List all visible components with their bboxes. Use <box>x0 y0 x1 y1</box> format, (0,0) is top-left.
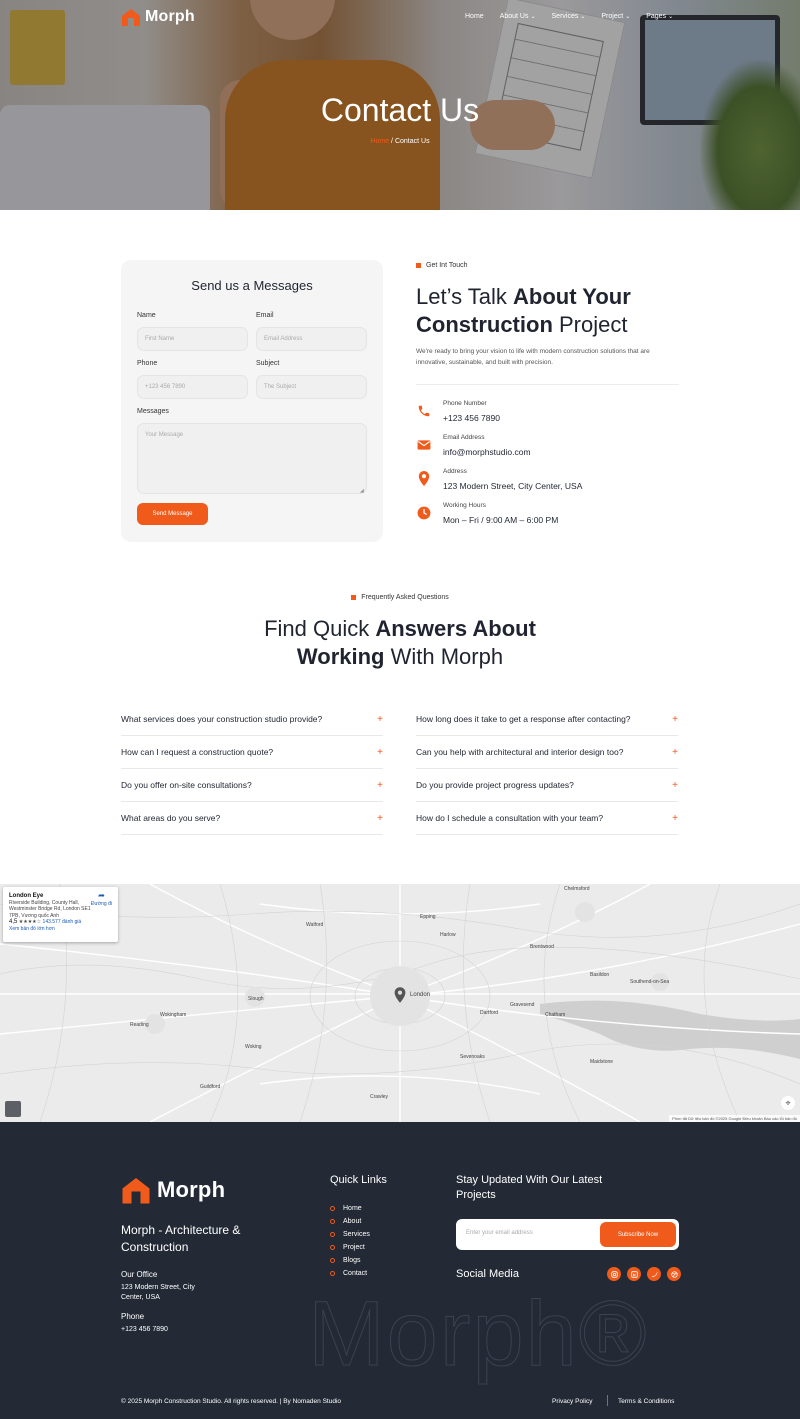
map-label: Wokingham <box>160 1012 187 1018</box>
chevron-down-icon: ⌄ <box>668 14 674 20</box>
faq-item[interactable]: Do you offer on-site consultations? + <box>121 769 383 802</box>
plus-icon: + <box>672 713 678 725</box>
email-icon <box>416 437 431 452</box>
star-icon: ★★★★☆ <box>18 919 42 925</box>
breadcrumb-current: / Contact Us <box>389 138 430 145</box>
subscribe-button[interactable]: Subscribe Now <box>600 1222 676 1247</box>
map-label: Gravesend <box>510 1002 535 1008</box>
bullet-icon <box>330 1232 335 1237</box>
email-info <box>416 434 531 457</box>
nav-item-home[interactable]: Home <box>465 13 484 20</box>
map-label: Harlow <box>440 932 456 938</box>
phone-info-label: Phone Number <box>443 400 487 407</box>
phone-icon <box>416 403 431 418</box>
message-textarea[interactable]: Your Message <box>137 423 367 494</box>
quick-link-contact[interactable]: Contact <box>330 1267 370 1280</box>
map-label: Reading <box>130 1022 149 1028</box>
instagram-icon[interactable] <box>607 1267 621 1281</box>
terms-link[interactable]: Terms & Conditions <box>618 1398 675 1405</box>
location-icon <box>416 471 431 486</box>
plus-icon: + <box>672 779 678 791</box>
name-label: Name <box>137 312 156 319</box>
quick-links-list <box>330 1202 370 1280</box>
map-label: Southend-on-Sea <box>630 979 670 985</box>
footer-watermark: Morph® <box>308 1283 649 1385</box>
plus-icon: + <box>672 746 678 758</box>
map-rating: 4,5 <box>9 919 18 925</box>
message-label: Messages <box>137 408 169 415</box>
map-label: Chatham <box>545 1012 566 1018</box>
nav-item-project[interactable]: Project ⌄ <box>601 13 631 20</box>
map-roads <box>0 884 800 1122</box>
map-label: Dartford <box>480 1010 499 1016</box>
chevron-down-icon: ⌄ <box>625 14 631 20</box>
subject-label: Subject <box>256 360 280 367</box>
map-label: Basildon <box>590 972 610 978</box>
phone-info <box>416 400 500 423</box>
chevron-down-icon: ⌄ <box>580 14 586 20</box>
contact-description: We're ready to bring your vision to life with modern construction solutions that are innovative, sustainable, and built with precision. <box>416 348 650 366</box>
faq-item[interactable]: How can I request a construction quote? + <box>121 736 383 769</box>
faq-heading: Find Quick Answers About Working With Morph <box>264 616 536 669</box>
faq-item[interactable]: What areas do you serve? + <box>121 802 383 835</box>
map-place-address: Riverside Building, County Hall, Westminster Bridge Rd, London SE1 7PB, Vương quốc Anh <box>9 899 91 919</box>
contact-heading: Let’s Talk About Your Construction Project <box>416 284 631 337</box>
footer-title: Morph - Architecture & Construction <box>121 1223 241 1254</box>
address-info-value: 123 Modern Street, City Center, USA <box>443 481 583 491</box>
section-tag: Get Int Touch <box>416 262 468 269</box>
plus-icon: + <box>377 713 383 725</box>
email-field[interactable]: Email Address <box>256 327 367 351</box>
map-recenter-icon[interactable]: ⌖ <box>781 1096 795 1110</box>
faq-item[interactable]: How do I schedule a consultation with your team? + <box>416 802 678 835</box>
nav-item-services[interactable]: Services ⌄ <box>551 13 586 20</box>
faq-item[interactable]: How long does it take to get a response after contacting? + <box>416 703 678 736</box>
map-label: London <box>410 992 431 998</box>
phone-field[interactable]: +123 456 7890 <box>137 375 248 399</box>
directions-button[interactable]: ➦ Đường đi <box>90 891 112 907</box>
page-title: Contact Us <box>320 92 480 128</box>
phone-label: Phone <box>137 360 158 367</box>
bullet-icon <box>330 1271 335 1276</box>
phone-value[interactable]: +123 456 7890 <box>121 1326 168 1333</box>
social-icons <box>607 1267 681 1281</box>
bullet-icon <box>330 1258 335 1263</box>
breadcrumb-home-link[interactable]: Home <box>370 138 390 145</box>
privacy-policy-link[interactable]: Privacy Policy <box>552 1398 593 1405</box>
address-info <box>416 468 582 491</box>
directions-icon: ➦ <box>98 891 105 900</box>
bullet-icon <box>330 1206 335 1211</box>
hours-info-value: Mon – Fri / 9:00 AM – 6:00 PM <box>443 515 559 525</box>
map-label: Sevenoaks <box>460 1054 485 1060</box>
bullet-icon <box>330 1219 335 1224</box>
clock-icon <box>416 505 431 520</box>
divider <box>416 384 679 385</box>
faq-item[interactable]: What services does your construction studio provide? + <box>121 703 383 736</box>
bullet-icon <box>330 1245 335 1250</box>
logo-text: Morph <box>145 8 195 25</box>
quick-link-project[interactable]: Project <box>330 1241 370 1254</box>
map-label: Brentwood <box>530 944 554 950</box>
nav-item-about[interactable]: About Us ⌄ <box>499 13 536 20</box>
quick-link-services[interactable]: Services <box>330 1228 370 1241</box>
form-title: Send us a Messages <box>191 278 313 293</box>
plus-icon: + <box>672 812 678 824</box>
map-layers-button[interactable] <box>5 1101 21 1117</box>
tag-square-icon <box>351 595 356 600</box>
address-info-label: Address <box>443 468 467 475</box>
newsletter-title: Stay Updated With Our Latest Projects <box>456 1174 603 1201</box>
linkedin-icon[interactable] <box>627 1267 641 1281</box>
quick-link-about[interactable]: About <box>330 1215 370 1228</box>
map-label: Woking <box>245 1044 262 1050</box>
map-attribution[interactable]: Phím tắt Dữ liệu bản đồ ©2025 Google Điều khoản Báo cáo lỗi bản đồ <box>669 1115 800 1122</box>
house-logo-icon <box>121 7 141 27</box>
newsletter-form <box>456 1219 679 1250</box>
plus-icon: + <box>377 779 383 791</box>
hours-info <box>416 502 558 525</box>
quick-link-home[interactable]: Home <box>330 1202 370 1215</box>
plus-icon: + <box>377 812 383 824</box>
send-message-button[interactable]: Send Message <box>137 503 208 525</box>
email-info-label: Email Address <box>443 434 485 441</box>
larger-map-link[interactable]: Xem bản đồ lớn hơn <box>9 925 55 932</box>
chevron-down-icon: ⌄ <box>530 14 536 20</box>
plus-icon: + <box>377 746 383 758</box>
map-reviews[interactable]: 143.577 đánh giá <box>42 919 82 925</box>
email-info-value[interactable]: info@morphstudio.com <box>443 447 531 457</box>
hero-banner <box>0 0 800 210</box>
map-label: Crawley <box>370 1094 389 1100</box>
map-label: Watford <box>306 922 324 928</box>
twitter-icon[interactable] <box>647 1267 661 1281</box>
header-logo[interactable] <box>121 7 195 27</box>
resize-handle-icon[interactable]: ◢ <box>360 488 364 494</box>
map-label: Guildford <box>200 1084 221 1090</box>
social-media-title: Social Media <box>456 1268 519 1280</box>
phone-label: Phone <box>121 1312 145 1321</box>
office-label: Our Office <box>121 1270 158 1279</box>
newsletter-email-input[interactable]: Enter your email address <box>466 1230 533 1236</box>
breadcrumb <box>0 138 800 145</box>
map-place-name: London Eye <box>9 893 44 899</box>
faq-item[interactable]: Do you provide project progress updates? + <box>416 769 678 802</box>
email-label: Email <box>256 312 274 319</box>
quick-links-title: Quick Links <box>330 1174 387 1186</box>
footer-divider <box>607 1395 608 1406</box>
name-field[interactable]: First Name <box>137 327 248 351</box>
dribbble-icon[interactable] <box>667 1267 681 1281</box>
map-label: Chelmsford <box>564 886 590 892</box>
subject-field[interactable]: The Subject <box>256 375 367 399</box>
map-label: Epping <box>420 914 436 920</box>
contact-form <box>121 260 383 542</box>
site-footer <box>0 1122 800 1419</box>
tag-square-icon <box>416 263 421 268</box>
footer-logo[interactable] <box>121 1175 225 1205</box>
nav-item-pages[interactable]: Pages ⌄ <box>646 13 674 20</box>
house-logo-icon <box>121 1175 151 1205</box>
phone-info-value[interactable]: +123 456 7890 <box>443 413 500 423</box>
map-place-card <box>3 887 118 942</box>
quick-link-blogs[interactable]: Blogs <box>330 1254 370 1267</box>
main-nav <box>465 13 673 20</box>
faq-item[interactable]: Can you help with architectural and interior design too? + <box>416 736 678 769</box>
map-embed[interactable] <box>0 884 800 1122</box>
office-address: 123 Modern Street, City Center, USA <box>121 1284 195 1301</box>
faq-tag: Frequently Asked Questions <box>0 594 800 601</box>
copyright: © 2025 Morph Construction Studio. All rights reserved. | By Nomaden Studio <box>121 1398 342 1405</box>
logo-text: Morph <box>157 1177 226 1202</box>
map-label: Maidstone <box>590 1059 614 1065</box>
hours-info-label: Working Hours <box>443 502 486 509</box>
map-pin-icon[interactable] <box>394 987 406 1003</box>
map-label: Slough <box>248 996 264 1002</box>
